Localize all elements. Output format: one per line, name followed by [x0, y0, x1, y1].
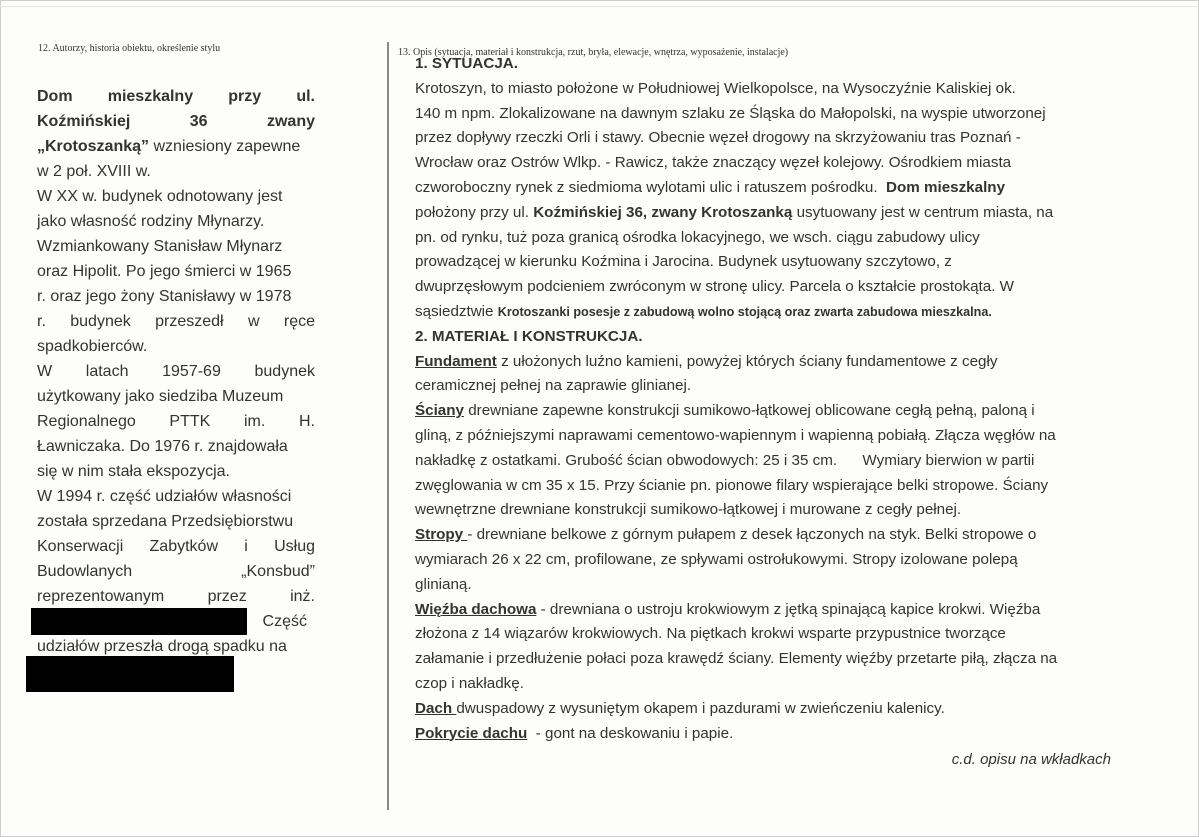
text-line: Ławniczaka. Do 1976 r. znajdowała [37, 438, 288, 455]
text-line [37, 84, 315, 109]
history-text [37, 84, 315, 659]
word: Budowlanych [37, 563, 133, 580]
word: latach [85, 363, 129, 380]
word: Regionalnego [37, 413, 136, 430]
text-line: przez dopływy rzeczki Orli i stawy. Obecnie węzeł drogowy na skrzyżowaniu tras Poznań - [415, 129, 1021, 147]
text-line [415, 300, 1115, 325]
term-label: Ściany [415, 402, 464, 420]
fold-line [0, 6, 1199, 7]
text-line: W XX w. budynek odnotowany jest [37, 188, 283, 205]
left-section-heading: 12. Autorzy, historia obiektu, określenie stylu [38, 43, 221, 54]
text-line: złożona z 14 wiązarów krokwiowych. Na piętkach krokwi wsparte przypustnice tworzące [415, 625, 1006, 643]
text-line [415, 722, 1115, 747]
text-line: zwęglowania w cm 35 x 15. Przy ścianie pn. pionowe filary wspierające belki stropowe. Ściany [415, 476, 1049, 494]
term-label: Pokrycie dachu [415, 724, 528, 742]
text-line [37, 559, 315, 584]
continuation-note: c.d. opisu na wkładkach [951, 751, 1111, 768]
word: W [37, 363, 53, 380]
word: Usług [274, 538, 315, 555]
text-line [415, 77, 1115, 102]
text-line: oraz Hipolit. Po jego śmierci w 1965 [37, 263, 292, 280]
text: usytuowany jest w centrum miasta, na [796, 203, 1054, 221]
text: sąsiedztwie [415, 302, 494, 320]
term-label: Dach [415, 699, 457, 717]
text-line: spadkobierców. [37, 338, 148, 355]
text-line: Wrocław oraz Ostrów Wlkp. - Rawicz, także znaczący węzeł kolejowy. Ośrodkiem miasta [415, 154, 1012, 172]
text: drewniane zapewne konstrukcji sumikowo-łątkowej oblicowane cegłą pełną, paloną i [463, 402, 1035, 420]
section-title: 1. SYTUACJA. [415, 55, 518, 72]
text-line [37, 409, 315, 434]
word: Dom [37, 88, 73, 105]
description-text [415, 52, 1115, 746]
word: reprezentowanym [37, 588, 165, 605]
building-name: „Krotoszanką” [37, 138, 150, 155]
text-line: wymiarach 26 x 22 cm, profilowane, ze spływami ostrołukowymi. Stropy izolowane polepą [415, 550, 1018, 568]
text-line [415, 697, 1115, 722]
word: przy [228, 88, 262, 105]
word: H. [298, 413, 315, 430]
word: inż. [290, 588, 315, 605]
text-line: prowadzącej w kierunku Koźmina i Jarocina. Budynek usytuowany szczytowo, z [415, 253, 952, 271]
text-line: 140 m npm. Zlokalizowane na dawnym szlaku ze Śląska do Małopolski, na wyspie utworzonej [415, 104, 1046, 122]
text: czworoboczny rynek z siedmioma wylotami ulic i ratuszem pośrodku. [415, 178, 878, 196]
word: przeszedł [155, 313, 224, 330]
text-line [415, 523, 1115, 548]
text-line: załamanie i przedłużenie połaci poza krawędź ściany. Elementy więźby przetarte piłą, złącza na [415, 650, 1058, 668]
text-line: ceramicznej pełnej na zaprawie glinianej. [415, 377, 692, 395]
text: dwuspadowy z wysuniętym okapem i pazdurami w zwieńczeniu kalenicy. [456, 699, 945, 717]
term-label: Stropy [415, 526, 468, 544]
term-label: Fundament [415, 352, 497, 370]
word: Zabytków [149, 538, 218, 555]
text-line [415, 598, 1115, 623]
word: 1957-69 [162, 363, 221, 380]
word: ul. [296, 88, 315, 105]
text-line: w 2 poł. XVIII w. [37, 163, 151, 180]
word: 36 [189, 113, 208, 130]
text-line [415, 176, 1115, 201]
word: budynek [70, 313, 131, 330]
word: wzniesiony zapewne [153, 138, 301, 155]
word: PTTK [169, 413, 211, 430]
word: w [247, 313, 260, 330]
text-line [37, 359, 315, 384]
word: r. [37, 313, 46, 330]
word: budynek [254, 363, 315, 380]
text-line: została sprzedana Przedsiębiorstwu [37, 513, 294, 530]
text-line: udziałów przeszła drogą spadku na [37, 638, 287, 655]
word: Konserwacji [37, 538, 124, 555]
text-line [415, 399, 1115, 424]
text-line: Część [262, 613, 307, 630]
text: - drewniane belkowe z górnym pułapem z desek łączonych na styk. Belki stropowe o [467, 526, 1037, 544]
text: położony przy ul. [415, 203, 529, 221]
text-line: nakładkę z ostatkami. Grubość ścian obwodowych: 25 i 35 cm. Wymiary bierwion w partii [415, 451, 1035, 469]
word: zwany [266, 113, 315, 130]
text: z ułożonych luźno kamieni, powyżej których ściany fundamentowe z cegły [496, 352, 998, 370]
word: ręce [283, 313, 315, 330]
text-line [415, 201, 1115, 226]
text-line: r. oraz jego żony Stanisławy w 1978 [37, 288, 292, 305]
redaction-bar [26, 656, 234, 692]
text-line: dwuprzęsłowym podcieniem zwróconym w stronę ulicy. Parcela o kształcie prostokąta. W [415, 278, 1015, 296]
column-divider [387, 42, 389, 810]
text: Krotoszyn, to miasto położone w Południowej Wielkopolsce, na Wysoczyźnie Kaliskiej ok. [415, 79, 1016, 97]
text-line: W 1994 r. część udziałów własności [37, 488, 292, 505]
text-line [37, 109, 315, 134]
section-title: 2. MATERIAŁ I KONSTRUKCJA. [415, 327, 643, 345]
text-line [37, 534, 315, 559]
text: Krotoszanki posesje z zabudową wolno stojącą oraz zwarta zabudowa mieszkalna. [497, 304, 992, 319]
text-line: czop i nakładkę. [415, 674, 524, 692]
text-line: się w nim stała ekspozycja. [37, 463, 230, 480]
text: Dom mieszkalny [886, 178, 1006, 196]
word: im. [243, 413, 266, 430]
text: - gont na deskowaniu i papie. [527, 724, 734, 742]
text-line [37, 134, 315, 159]
word: przez [207, 588, 247, 605]
redaction-bar [31, 608, 247, 635]
text-line: pn. od rynku, tuż poza granicą ośrodka lokacyjnego, we wsch. ciągu zabudowy ulicy [415, 228, 980, 246]
text-line: użytkowany jako siedziba Muzeum [37, 388, 284, 405]
word: Koźmińskiej [37, 113, 131, 130]
text-line: Wzmiankowany Stanisław Młynarz [37, 238, 283, 255]
text-line [37, 309, 315, 334]
text-line: wewnętrzne drewniane konstrukcji sumikowo-łątkowej i murowane z cegły pełnej. [415, 501, 962, 519]
text-line: gliną, z późniejszymi naprawami cementowo-wapiennym i wapienną pobiałą. Złącza węgłów na [415, 426, 1056, 444]
text-line: jako własność rodziny Młynarzy. [37, 213, 265, 230]
text-line [415, 350, 1115, 375]
word: mieszkalny [107, 88, 194, 105]
text: Koźmińskiej 36, zwany Krotoszanką [533, 203, 793, 221]
text-line [37, 584, 315, 609]
text-line: glinianą. [415, 575, 472, 593]
term-label: Więźba dachowa [415, 600, 537, 618]
right-section-heading: 13. Opis (sytuacja, materiał i konstrukcja, rzut, bryła, elewacje, wnętrza, wyposażenie, instalacje) [398, 47, 789, 58]
word: „Konsbud” [241, 563, 315, 580]
text: - drewniana o ustroju krokwiowym z jętką spinającą kapice krokwi. Więźba [536, 600, 1041, 618]
word: i [244, 538, 248, 555]
